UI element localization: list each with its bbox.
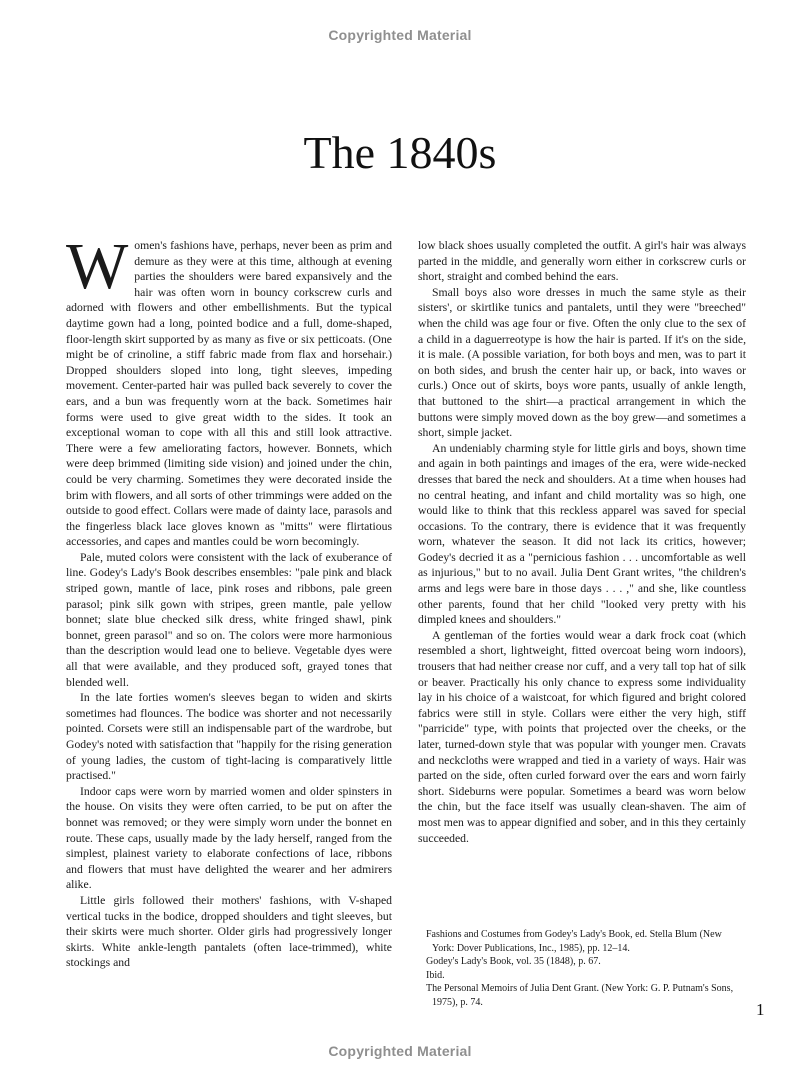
copyright-watermark-top: Copyrighted Material: [328, 27, 472, 43]
body-paragraph: An undeniably charming style for little girls and boys, shown time and again in both paintings and images of the era, were wide-necked dresses that bared the neck and shoulders. At a time when houses had no central heating, and infant and child mortality was so high, one would like to think that this reckless apparel was saved for special occasions. To the contrary, there is evidence that it was frequently worn, whatever the season. It did not lack its critics, however; Godey's decried it as a "pernicious fashion . . . uncomfortable as well as injurious," but to no avail. Julia Dent Grant writes, "the children's arms and legs were bare in those days . . . ," and she, like countless other parents, found that her child "looked very pretty with his dimpled knees and shoulders.": [418, 441, 746, 627]
right-column: [418, 238, 746, 845]
body-paragraph: [66, 230, 392, 550]
body-paragraph: A gentleman of the forties would wear a dark frock coat (which resembled a short, lightweight, fitted overcoat being worn indoors), trousers that had neither crease nor cuff, and a very tall top hat of silk or beaver. Practically his only chance to express some individuality lay in his choice of a waistcoat, for which figured and bright colored fabrics were still in style. Collars were either the very high, stiff "parricide" type, with points that projected over the cheeks, or the later, turned-down style that was popular with younger men. Cravats and neckcloths were wrapped and tied in a variety of ways. Hair was parted on the side, often curled forward over the ears and worn fairly short. Sideburns were popular. Sometimes a beard was worn below the chin, but the face itself was usually clean-shaven. The aim of most men was to appear dignified and sober, and in this they certainly succeeded.: [418, 628, 746, 845]
body-paragraph: Little girls followed their mothers' fashions, with V-shaped vertical tucks in the bodice, dropped shoulders and tight sleeves, but their skirts were much shorter. Older girls had progressively longer skirts. White ankle-length pantalets (often lace-trimmed), white stockings and: [66, 893, 392, 970]
body-paragraph: Pale, muted colors were consistent with the lack of exuberance of line. Godey's Lady's Book describes ensembles: "pale pink and black striped gown, mantle of lace, pink roses and ribbons, pale green parasol; pink silk gown with stripes, green mantle, pale yellow bonnet; slate blue checked silk dress, white fringed shawl, pink bonnet, green parasol" and so on. The colors were more harmonious than the description would lead one to believe. Vegetable dyes were all that were available, and they produced soft, grayed tones that blended well.: [66, 550, 392, 689]
page-number: 1: [756, 1000, 765, 1019]
chapter-title: The 1840s: [303, 127, 497, 178]
body-paragraph: Small boys also wore dresses in much the same style as their sisters', or skirtlike tunics and pantalets, until they were "breeched" when the child was age four or five. Often the only clue to the sex of a child in a daguerreotype is how the hair is parted. If it's on the side, it is male. (A possible variation, for both boys and men, was to part it on both sides, and brush the center hair up, or back, into waves or curls.) Once out of skirts, boys wore pants, usually of ankle length, that buttoned to the shirt—a practical arrangement in which the buttons were simply moved down as the boy grew—and sometimes a short, simple jacket.: [418, 285, 746, 440]
drop-cap: W: [66, 230, 129, 303]
copyright-watermark-bottom: Copyrighted Material: [328, 1043, 472, 1059]
footnote: Godey's Lady's Book, vol. 35 (1848), p. 67.: [426, 956, 601, 967]
paragraph-text: omen's fashions have, perhaps, never been as prim and demure as they were at this time, although at evening parties the shoulders were bared expansively and the hair was often worn in bouncy corkscrew curls and adorned with flowers and other embellishments. But the typical daytime gown had a long, pointed bodice and a full, dome-shaped, floor-length skirt supported by as many as five or six petticoats. (One might be of crinoline, a stiff fabric made from flax and horsehair.) Dropped shoulders sloped into long, tight sleeves, impeding movement. Center-parted hair was pulled back severely to cover the ears, and a bun was frequently worn at the back. Sometimes hair forms were used to give great width to the sides. It took an exceptional woman to cope with all this and still look attractive. There were a few ameliorating factors, however. Bonnets, which were deep brimmed (limiting side vision) and joined under the chin, could be very charming. Sometimes they were decorated inside the brim with flowers, and all sorts of other trimmings were added on the outside to good effect. Collars were made of dainty lace, parasols and the fingerless black lace gloves known as "mitts" were flirtatious accessories, and capes and mantles could be worn becomingly.: [66, 239, 392, 549]
body-paragraph: In the late forties women's sleeves began to widen and skirts sometimes had flounces. The bodice was shorter and not necessarily pointed. Corsets were still an indispensable part of the wardrobe, but Godey's noted with satisfaction that "happily for the rising generation of young ladies, the custom of tight-lacing is comparatively little practised.": [66, 691, 392, 783]
footnotes: [418, 928, 746, 1009]
footnote: The Personal Memoirs of Julia Dent Grant. (New York: G. P. Putnam's Sons, 1975), p. 74.: [426, 983, 734, 1008]
footnote: Ibid.: [426, 969, 445, 981]
footnote: Fashions and Costumes from Godey's Lady's Book, ed. Stella Blum (New York: Dover Publications, Inc., 1985), pp. 12–14.: [426, 929, 722, 954]
body-paragraph: Indoor caps were worn by married women and older spinsters in the house. On visits they were often carried, to be put on after the bonnet was removed; or they were simply worn under the bonnet en route. These caps, usually made by the lady herself, ranged from the simplest, plainest variety to elaborate confections of lace, ribbons and flowers that must have delighted the wearer and her admirers alike.: [66, 784, 392, 892]
left-column: [66, 230, 392, 1038]
body-paragraph: low black shoes usually completed the outfit. A girl's hair was always parted in the middle, and generally worn either in corkscrew curls or short, straight and combed behind the ears.: [418, 239, 746, 284]
